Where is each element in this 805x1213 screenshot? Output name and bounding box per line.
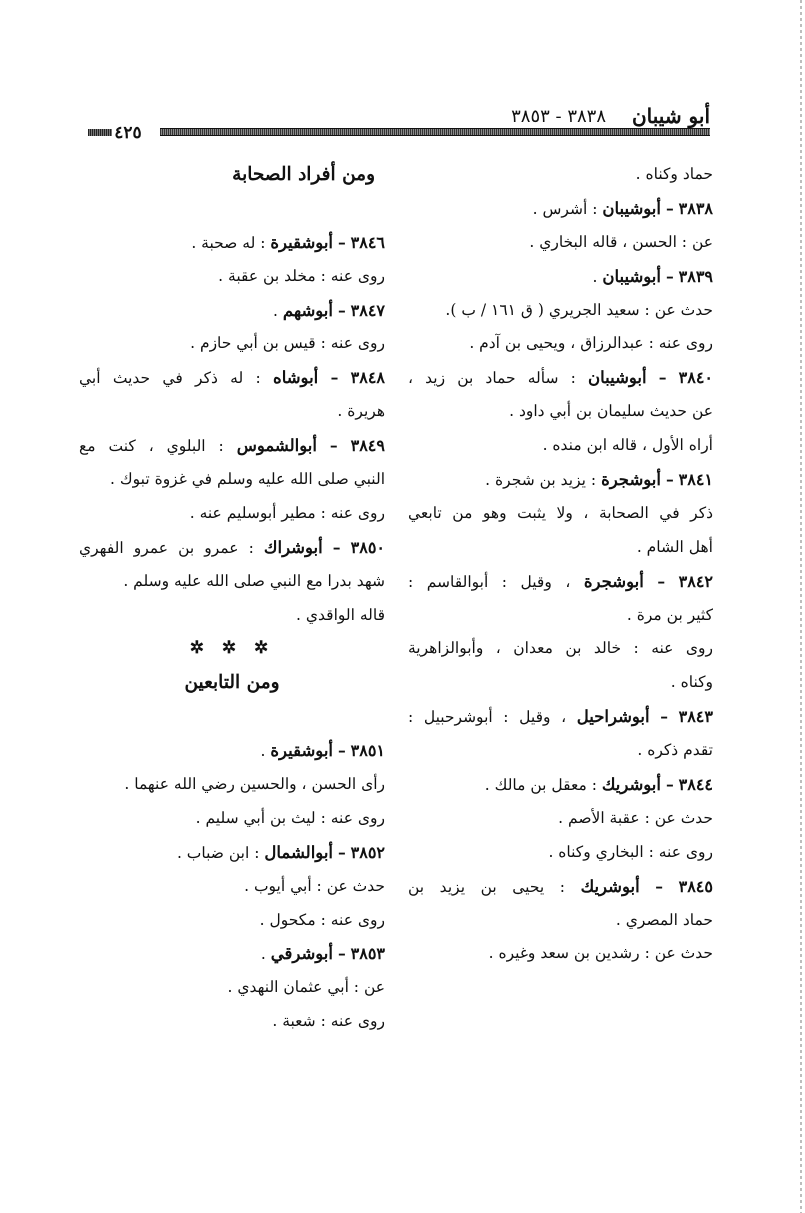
entry-text: : عمرو بن عمرو الفهري [79,538,254,557]
text-line: روى عنه : خالد بن معدان ، وأبوالزاهرية [408,639,713,658]
entry-3842 [408,565,713,599]
entry-3847 [79,294,385,328]
entry-number: ٣٨٤٤ [678,775,713,795]
text-line: قاله الواقدي . [296,605,385,624]
text-line: حدث عن : أبي أيوب . [244,876,385,895]
entry-text: : يزيد بن شجرة . [485,471,597,490]
entry-number: ٣٨٤٧ [350,300,385,320]
entry-name: أبوشرقي [270,944,333,964]
entry-dash: – [665,470,674,490]
entry-text: ، وقيل : أبوالقاسم : [408,572,571,591]
entry-number: ٣٨٥١ [350,741,385,761]
entry-number: ٣٨٣٨ [678,198,713,218]
section-separator-stars: ✲ ✲ ✲ [189,638,275,659]
text-line: ذكر في الصحابة ، ولا يثبت وهو من تابعي [408,503,713,522]
entry-3838 [408,192,713,226]
entry-name: أبوشيبان [602,266,661,286]
entry-3841 [408,463,713,497]
entry-name: أبوشريك [601,775,661,795]
entry-dash: – [660,707,668,727]
entry-number: ٣٨٤٥ [678,876,713,896]
entry-number: ٣٨٥٣ [350,944,385,964]
entry-name: أبوالشمال [264,842,333,862]
entry-3848 [79,361,385,395]
text-line: روى عنه : البخاري وكناه . [548,842,713,861]
entry-text: : سأله حماد بن زيد ، [408,369,576,388]
text-line: روى عنه : قيس بن أبي حازم . [190,334,385,353]
text-line: أهل الشام . [636,537,713,556]
entry-name: أبوشيبان [587,368,647,388]
entry-3843 [408,700,713,734]
entry-dash: – [332,537,341,557]
entry-dash: – [655,876,664,896]
entry-dash: – [337,741,346,761]
text-line: روى عنه : ليث بن أبي سليم . [195,808,385,827]
entry-name: أبوشجرة [583,571,644,591]
text-line: حدث عن : رشدين بن سعد وغيره . [488,944,713,963]
entry-3840 [408,361,713,395]
entry-text: : له ذكر في حديث أبي [79,369,261,388]
entry-dash: – [665,198,674,218]
entry-dash: – [329,436,338,456]
entry-3849 [79,429,385,463]
right-column [408,158,713,971]
running-header [100,104,710,128]
entry-name: أبوشريك [580,876,640,896]
text-line: روى عنه : شعبة . [272,1012,385,1031]
entry-dash: – [658,368,667,388]
header-title: أبو شيبان [631,104,710,128]
entry-name: أبوشراك [263,537,323,557]
header-rule [160,128,710,136]
text-line: عن : أبي عثمان النهدي . [227,978,385,997]
entry-number: ٣٨٤٦ [350,232,385,252]
entry-3851 [79,734,385,768]
text-line: حدث عن : عقبة الأصم . [558,808,713,827]
entry-text: : أشرس . [532,199,598,218]
entry-text: ، وقيل : أبوشرحبيل : [408,708,567,727]
entry-name: أبوشقيرة [270,741,333,761]
entry-name: أبوشهم [282,300,333,320]
entry-3845 [408,870,713,904]
entry-3853 [79,937,385,971]
text-line: هريرة . [337,402,385,421]
entry-number: ٣٨٥٠ [350,537,385,557]
entry-3852 [79,836,385,870]
entry-3846 [79,226,385,260]
section-heading-sahaba: ومن أفراد الصحابة [232,164,375,185]
text-line: روى عنه : مطير أبوسليم عنه . [189,503,385,522]
entry-text: . [260,742,266,761]
entry-name: أبوشراحيل [576,707,650,727]
entry-number: ٣٨٤٣ [678,707,713,727]
entry-text: : له صحبة . [191,233,266,252]
page-edge-border [800,0,802,1213]
text-line: تقدم ذكره . [637,741,713,760]
entry-3839 [408,260,713,294]
entry-text: . [260,945,266,964]
entry-3844 [408,768,713,802]
text-line: كثير بن مرة . [626,605,713,624]
entry-text: . [592,267,598,286]
entry-dash: – [330,368,339,388]
entry-number: ٣٨٥٢ [350,842,385,862]
page-number: ٤٢٥ [114,123,142,143]
text-line: عن حديث سليمان بن أبي داود . [509,402,713,421]
text-line: حدث عن : سعيد الجريري ( ق ١٦١ / ب ). [445,300,713,319]
text-line: روى عنه : مخلد بن عقبة . [218,266,385,285]
entry-dash: – [657,571,666,591]
entry-name: أبوشجرة [601,470,661,490]
text-line: رأى الحسن ، والحسين رضي الله عنهما . [124,775,385,794]
entry-text: : البلوي ، كنت مع [79,437,224,456]
entry-dash: – [665,775,674,795]
entry-name: أبوالشموس [236,436,317,456]
text-line: حماد وكناه . [635,165,713,183]
section-heading-tabiin: ومن التابعين [184,672,280,694]
spacer [79,192,385,226]
entry-dash: – [337,842,346,862]
text-line: عن : الحسن ، قاله البخاري . [529,232,713,251]
entry-dash: – [665,266,674,286]
text-line: أراه الأول ، قاله ابن منده . [542,436,713,455]
text-line: روى عنه : مكحول . [259,910,385,929]
entry-number: ٣٨٤١ [678,470,713,490]
entry-text: : معقل بن مالك . [484,776,597,795]
entry-dash: – [337,944,346,964]
entry-name: أبوشقيرة [270,232,333,252]
entry-number: ٣٨٤٠ [678,368,713,388]
header-entry-range: ٣٨٣٨ - ٣٨٥٣ [511,106,606,127]
entry-dash: – [337,300,346,320]
text-line: شهد بدرا مع النبي صلى الله عليه وسلم . [123,571,385,590]
entry-number: ٣٨٤٨ [350,368,385,388]
spacer [79,700,385,734]
entry-text: : يحيى بن يزيد بن [408,877,565,896]
text-line: النبي صلى الله عليه وسلم في غزوة تبوك . [110,470,385,489]
left-column [79,158,385,1039]
entry-text: : ابن ضباب . [176,843,260,862]
entry-number: ٣٨٣٩ [678,266,713,286]
entry-3850 [79,531,385,565]
entry-name: أبوشاه [273,368,319,388]
entry-number: ٣٨٤٩ [350,436,385,456]
text-line: حماد المصري . [615,910,713,929]
text-line: وكناه . [670,673,713,692]
entry-number: ٣٨٤٢ [678,571,713,591]
text-line: روى عنه : عبدالرزاق ، ويحيى بن آدم . [469,334,713,353]
entry-dash: – [337,232,346,252]
entry-text: . [273,301,278,320]
entry-name: أبوشيبان [602,198,661,218]
